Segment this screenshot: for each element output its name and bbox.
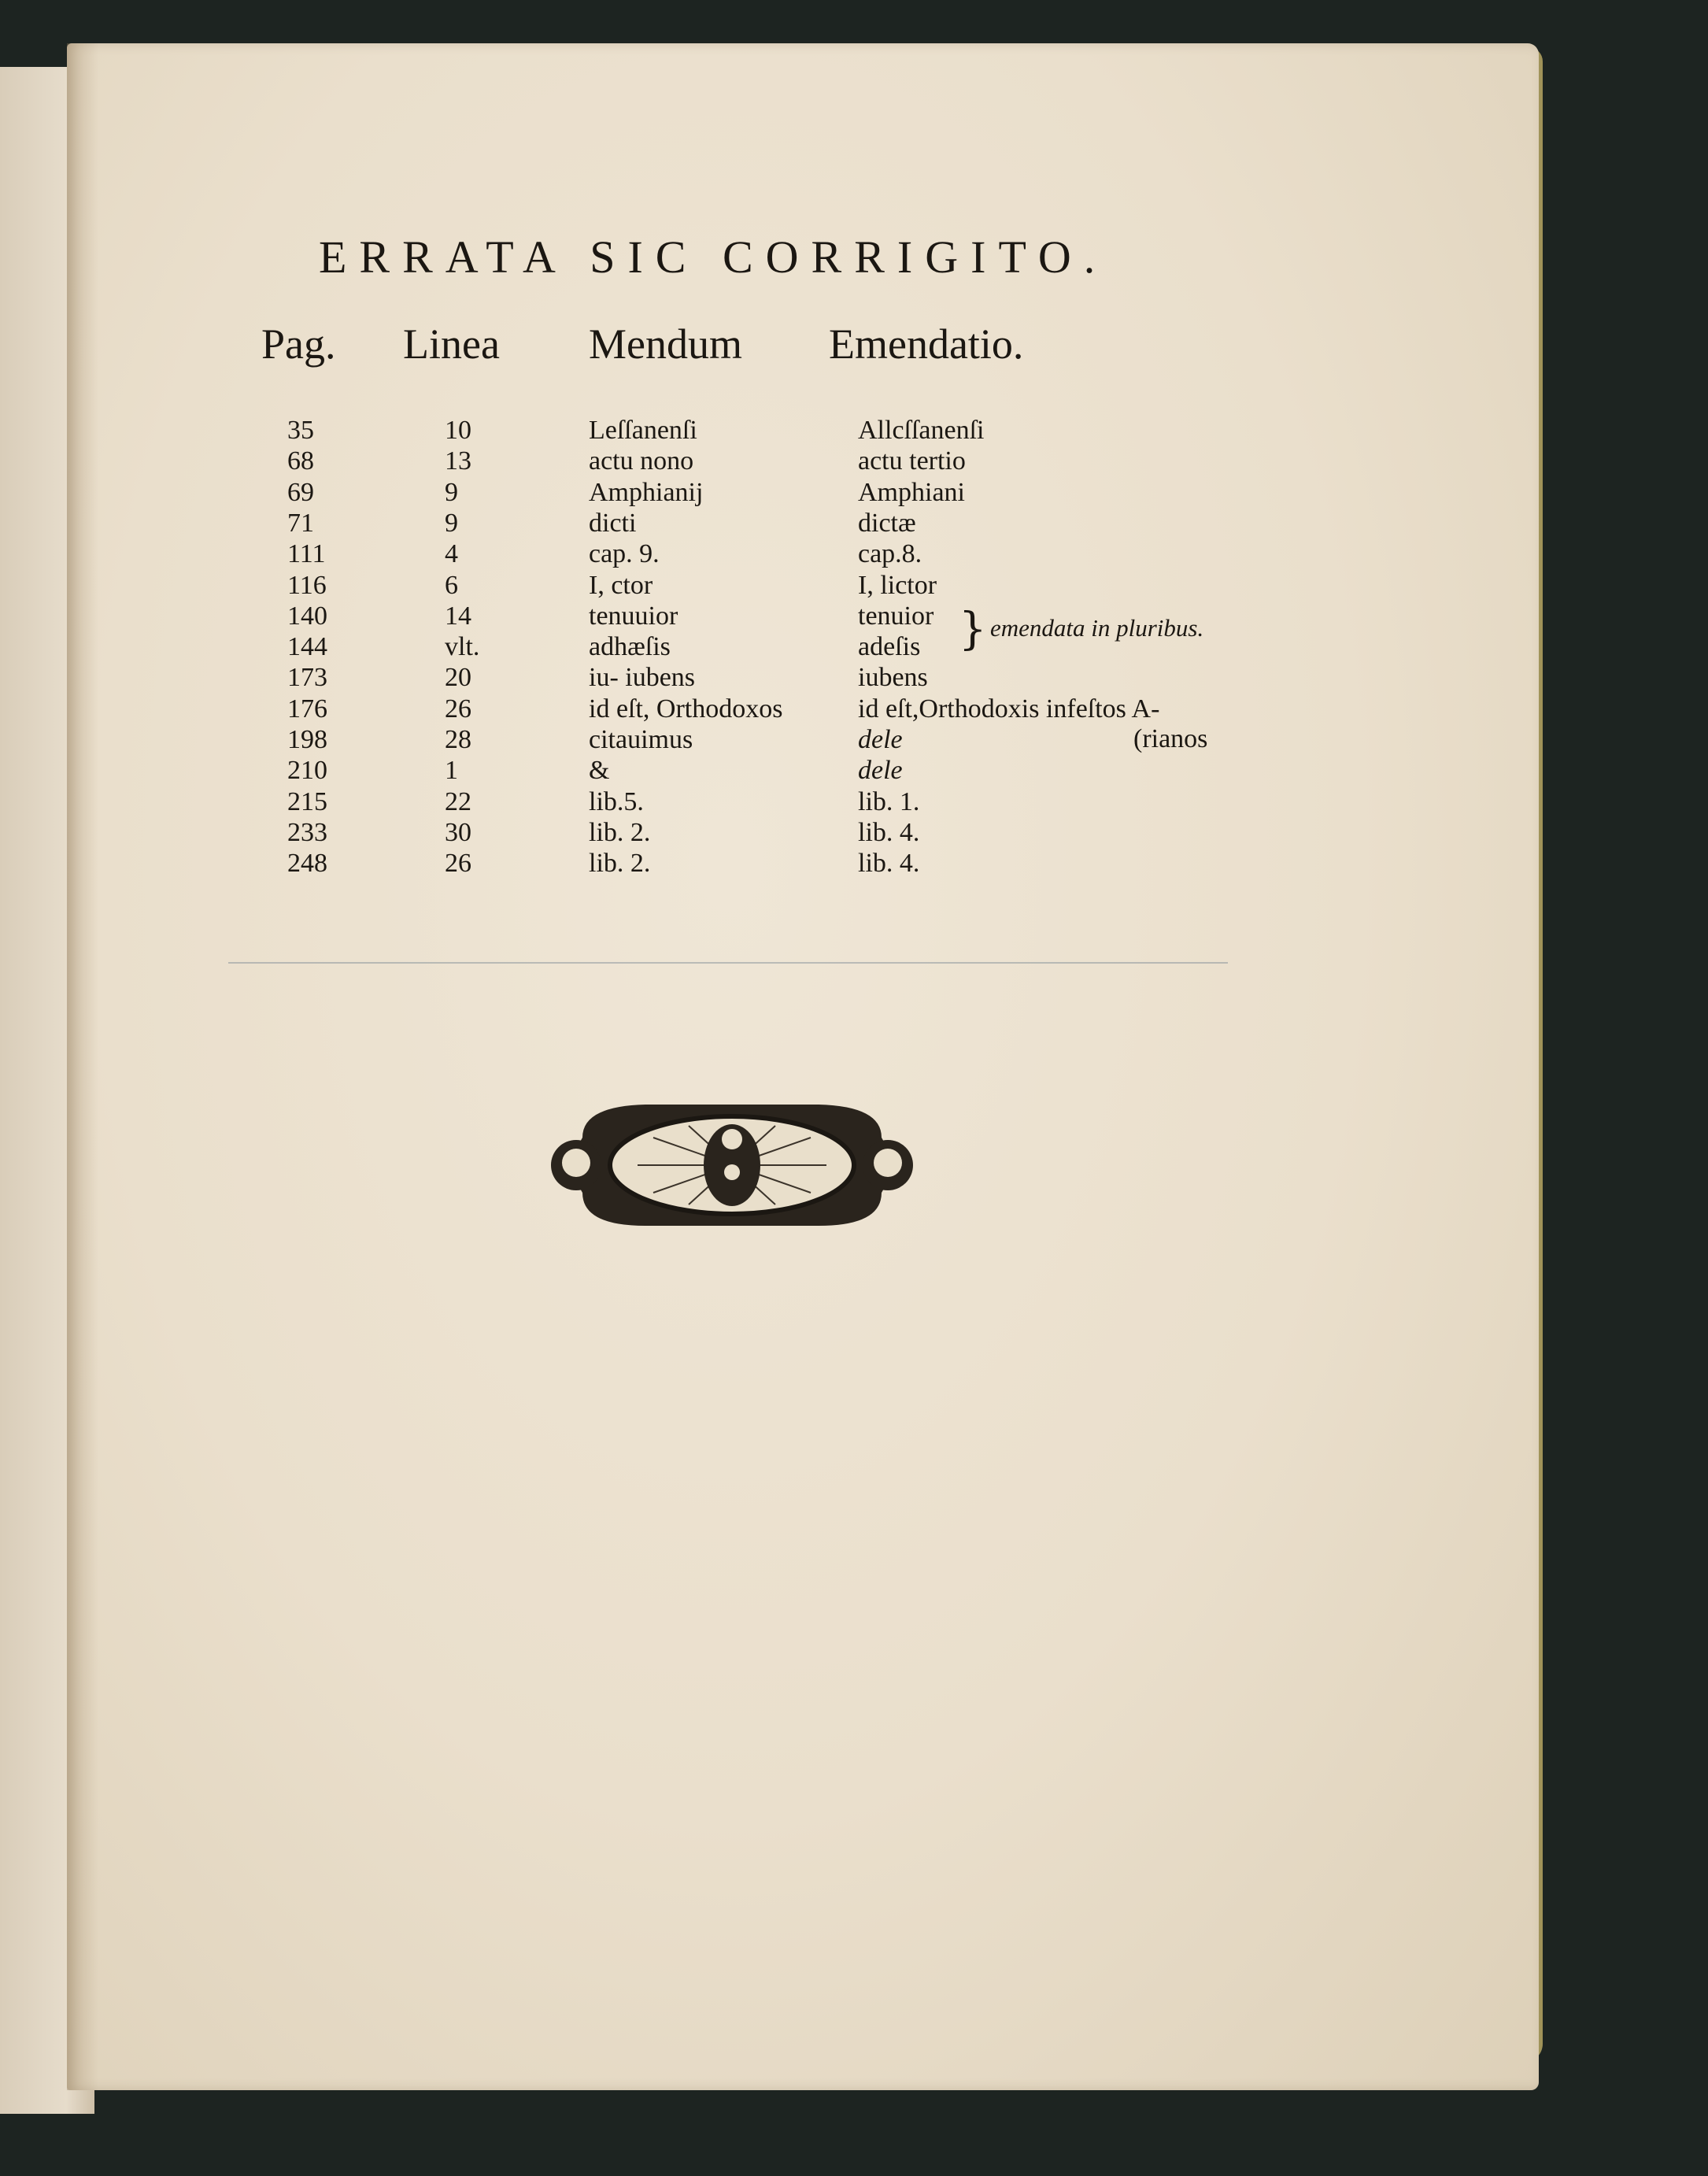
errata-correction-cell: lib. 4. bbox=[858, 817, 920, 847]
errata-correction-cell: lib. 1. bbox=[858, 786, 920, 816]
errata-correction-cell: dele bbox=[858, 756, 903, 786]
column-header-correction: Emendatio. bbox=[829, 320, 1024, 368]
errata-line-cell: 26 bbox=[445, 849, 471, 879]
errata-line-cell: 13 bbox=[445, 446, 471, 476]
errata-correction-cell: dele bbox=[858, 725, 903, 754]
errata-line-cell: vlt. bbox=[445, 632, 480, 662]
errata-page-cell: 111 bbox=[287, 539, 326, 569]
errata-error-cell: lib. 2. bbox=[589, 849, 651, 879]
page-title: ERRATA SIC CORRIGITO. bbox=[319, 231, 1108, 283]
column-header-error: Mendum bbox=[589, 320, 742, 368]
errata-error-cell: actu nono bbox=[589, 446, 694, 476]
errata-page-cell: 140 bbox=[287, 601, 327, 631]
errata-line-cell: 30 bbox=[445, 817, 471, 847]
errata-page-cell: 248 bbox=[287, 849, 327, 879]
errata-error-cell: iu- iubens bbox=[589, 663, 696, 693]
errata-error-cell: Amphianij bbox=[589, 477, 704, 507]
errata-line-cell: 22 bbox=[445, 786, 471, 816]
errata-page-cell: 35 bbox=[287, 416, 314, 445]
errata-error-cell: citauimus bbox=[589, 725, 693, 754]
brace-mark: } bbox=[959, 604, 987, 655]
errata-correction-cell: dictæ bbox=[858, 508, 916, 538]
errata-correction-cell: lib. 4. bbox=[858, 849, 920, 879]
errata-error-cell: cap. 9. bbox=[589, 539, 660, 569]
errata-error-cell: I, ctor bbox=[589, 570, 653, 600]
errata-page-cell: 215 bbox=[287, 786, 327, 816]
errata-error-cell: lib. 2. bbox=[589, 817, 651, 847]
errata-page-cell: 68 bbox=[287, 446, 314, 476]
errata-correction-cell: Allcſſanenſi bbox=[858, 416, 985, 445]
errata-correction-cell: tenuior bbox=[858, 601, 934, 631]
errata-line-cell: 9 bbox=[445, 508, 458, 538]
errata-page-cell: 69 bbox=[287, 477, 314, 507]
errata-line-cell: 20 bbox=[445, 663, 471, 693]
errata-line-cell: 28 bbox=[445, 725, 471, 754]
errata-correction-cell: cap.8. bbox=[858, 539, 922, 569]
errata-line-cell: 10 bbox=[445, 416, 471, 445]
page-gutter bbox=[67, 43, 98, 2090]
brace-note: emendata in pluribus. bbox=[990, 614, 1204, 642]
errata-error-cell: dicti bbox=[589, 508, 637, 538]
errata-error-cell: adhæſis bbox=[589, 632, 671, 662]
errata-page-cell: 176 bbox=[287, 694, 327, 723]
errata-page-cell: 71 bbox=[287, 508, 314, 538]
errata-line-cell: 1 bbox=[445, 756, 458, 786]
errata-page-cell: 198 bbox=[287, 725, 327, 754]
errata-error-cell: lib.5. bbox=[589, 786, 644, 816]
errata-page-cell: 144 bbox=[287, 632, 327, 662]
errata-line-cell: 6 bbox=[445, 570, 458, 600]
errata-error-cell: & bbox=[589, 756, 610, 786]
errata-error-cell: tenuuior bbox=[589, 601, 678, 631]
errata-page-cell: 210 bbox=[287, 756, 327, 786]
printers-device-woodcut bbox=[551, 1090, 913, 1240]
errata-page-cell: 233 bbox=[287, 817, 327, 847]
errata-line-cell: 26 bbox=[445, 694, 471, 723]
column-header-line: Linea bbox=[403, 320, 500, 368]
divider-rule bbox=[228, 962, 1228, 964]
errata-line-cell: 9 bbox=[445, 477, 458, 507]
errata-page-cell: 173 bbox=[287, 663, 327, 693]
errata-correction-cell: Amphiani bbox=[858, 477, 965, 507]
errata-correction-cell: adeſis bbox=[858, 632, 921, 662]
errata-correction-cell: I, lictor bbox=[858, 570, 937, 600]
errata-error-cell: Leſſanenſi bbox=[589, 416, 697, 445]
errata-page-cell: 116 bbox=[287, 570, 327, 600]
column-header-page: Pag. bbox=[261, 320, 336, 368]
errata-correction-cell: id eſt,Orthodoxis infeſtos A- bbox=[858, 694, 1160, 723]
errata-line-cell: 4 bbox=[445, 539, 458, 569]
errata-line-cell: 14 bbox=[445, 601, 471, 631]
continuation-text: (rianos bbox=[1133, 724, 1208, 753]
errata-correction-cell: actu tertio bbox=[858, 446, 966, 476]
errata-correction-cell: iubens bbox=[858, 663, 928, 693]
errata-error-cell: id eſt, Orthodoxos bbox=[589, 694, 783, 723]
